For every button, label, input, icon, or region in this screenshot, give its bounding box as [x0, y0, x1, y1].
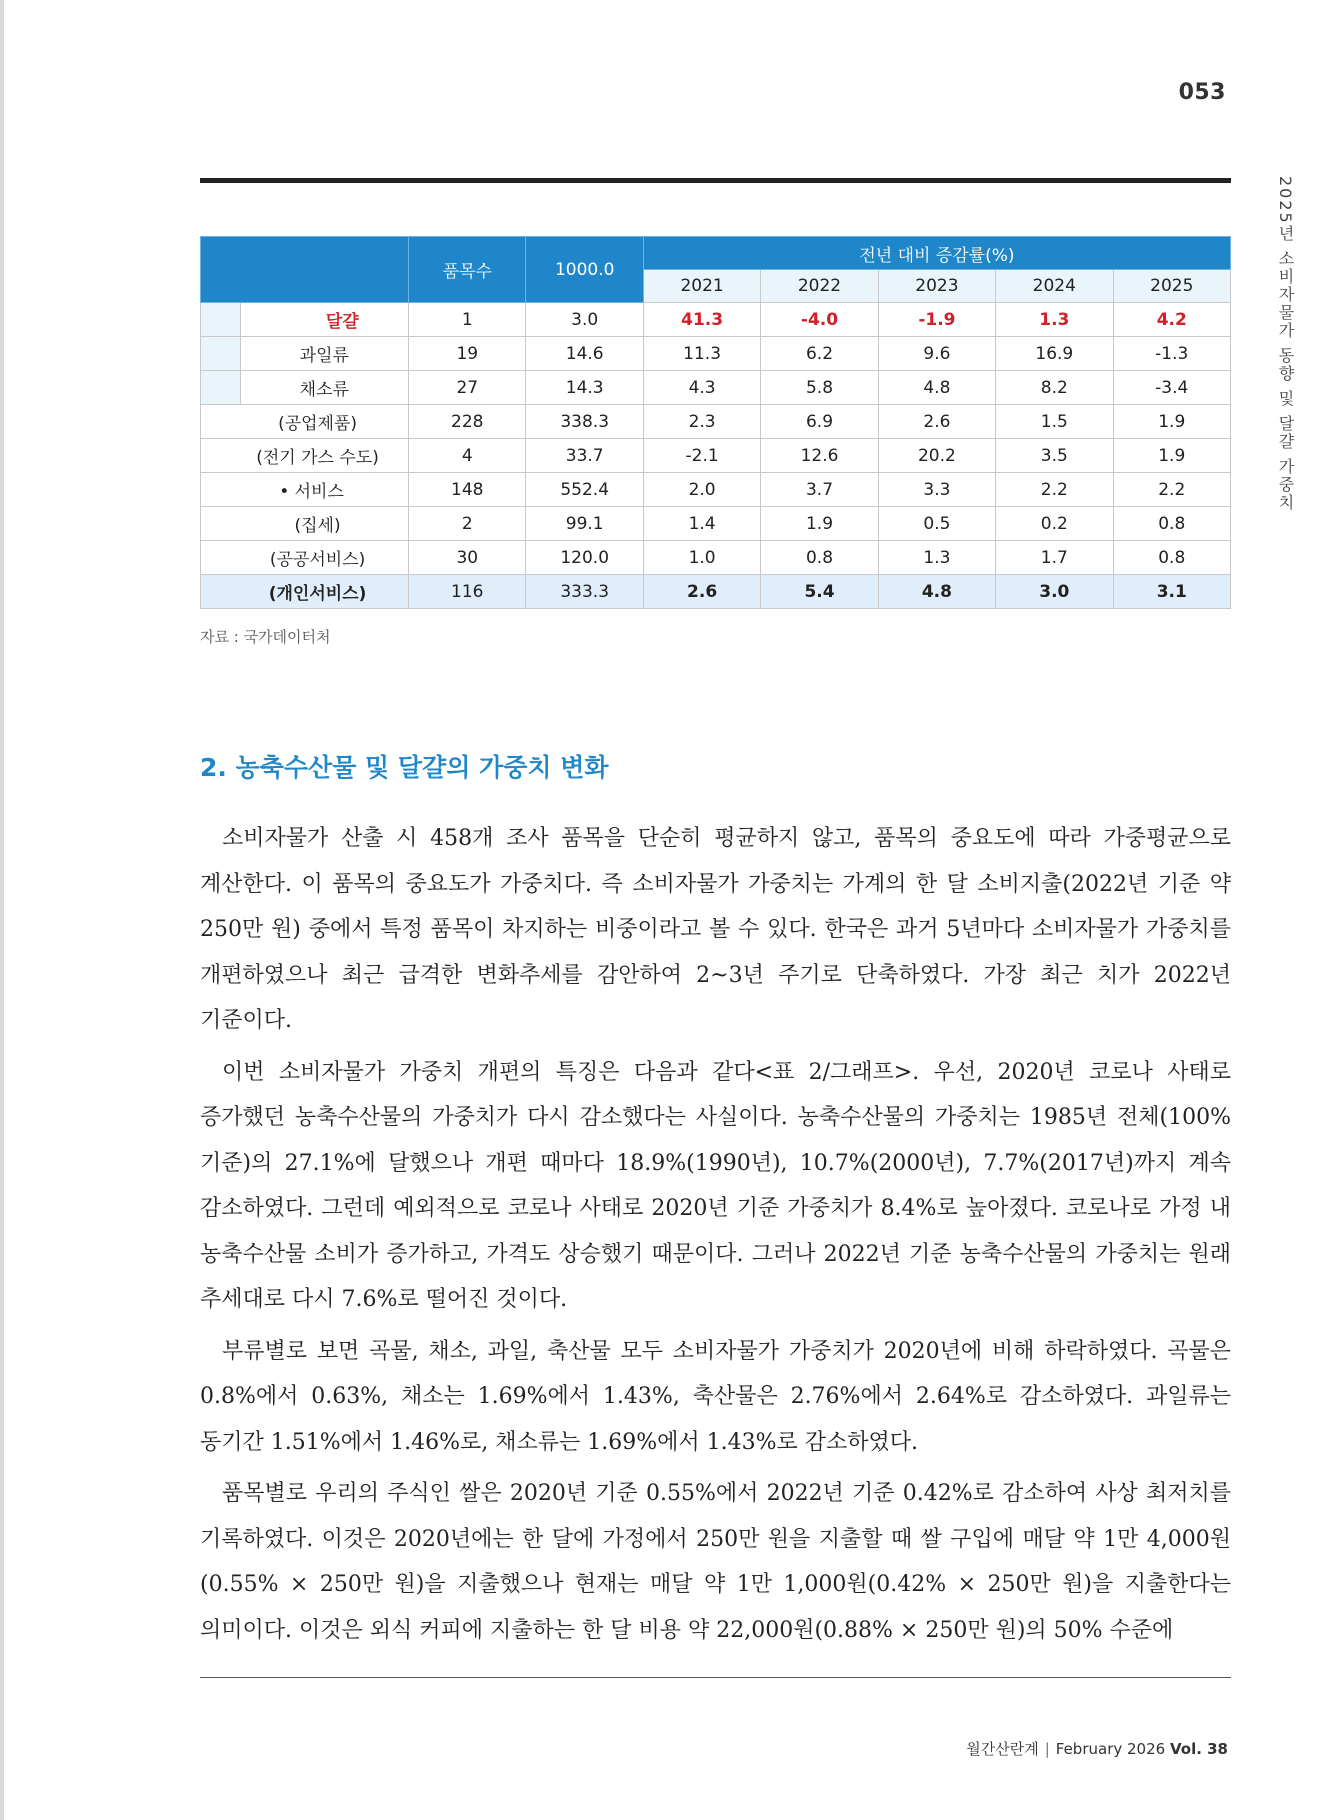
row-label: 채소류: [240, 371, 409, 405]
row-value: 20.2: [878, 439, 995, 473]
row-value: 3.3: [878, 473, 995, 507]
row-value: 2.2: [996, 473, 1113, 507]
row-count: 148: [409, 473, 526, 507]
row-value: 4.2: [1113, 303, 1230, 337]
row-value: 12.6: [761, 439, 878, 473]
row-value: -1.3: [1113, 337, 1230, 371]
row-value: -3.4: [1113, 371, 1230, 405]
row-value: 1.5: [996, 405, 1113, 439]
row-weight: 333.3: [526, 575, 643, 609]
weight-header: 1000.0: [526, 237, 643, 303]
row-value: 3.1: [1113, 575, 1230, 609]
row-value: 5.4: [761, 575, 878, 609]
section-title: 2. 농축수산물 및 달걀의 가중치 변화: [200, 753, 609, 782]
row-value: 9.6: [878, 337, 995, 371]
paragraph: 소비자물가 산출 시 458개 조사 품목을 단순히 평균하지 않고, 품목의 중요도에 따라 가중평균으로 계산한다. 이 품목의 중요도가 가중치다. 즉 소비자물가 가중치는 가계의 한 달 소비지출(2022년 기준 약 250만 원) 중에서 특정 품목이 차지하는 비중이라고 볼 수 있다. 한국은 과거 5년마다 소비자물가 가중치를 개편하였으나 최근 급격한 변화추세를 감안하여 2~3년 주기로 단축하였다. 가장 최근 치가 2022년 기준이다.: [200, 826, 1231, 1033]
table-row: [201, 439, 1231, 473]
row-value: 2.2: [1113, 473, 1230, 507]
row-value: 11.3: [643, 337, 760, 371]
year-header: 2022: [761, 270, 878, 303]
paragraph: 부류별로 보면 곡물, 채소, 과일, 축산물 모두 소비자물가 가중치가 2020년에 비해 하락하였다. 곡물은 0.8%에서 0.63%, 채소는 1.69%에서 1.43%, 축산물은 2.76%에서 2.64%로 감소하였다. 과일류는 동기간 1.51%에서 1.46%로, 채소류는 1.69%에서 1.43%로 감소하였다.: [200, 1338, 1231, 1455]
row-value: 0.8: [761, 541, 878, 575]
row-value: 0.2: [996, 507, 1113, 541]
row-value: 4.8: [878, 371, 995, 405]
row-value: 2.6: [643, 575, 760, 609]
row-value: 3.0: [996, 575, 1113, 609]
footer: [966, 1738, 1228, 1759]
article-body: [200, 816, 1231, 1659]
row-weight: 338.3: [526, 405, 643, 439]
row-value: 41.3: [643, 303, 760, 337]
footer-separator: |: [1044, 1740, 1050, 1758]
row-weight: 14.6: [526, 337, 643, 371]
footer-volume: Vol. 38: [1169, 1740, 1228, 1758]
row-count: 2: [409, 507, 526, 541]
row-value: 1.3: [878, 541, 995, 575]
row-value: 8.2: [996, 371, 1113, 405]
paragraph: 이번 소비자물가 가중치 개편의 특징은 다음과 같다<표 2/그래프>. 우선, 2020년 코로나 사태로 증가했던 농축수산물의 가중치가 다시 감소했다는 사실이다. 농축수산물의 가중치는 1985년 전체(100% 기준)의 27.1%에 달했으나 개편 때마다 18.9%(1990년), 10.7%(2000년), 7.7%(2017년)까지 계속 감소하였다. 그런데 예외적으로 코로나 사태로 2020년 기준 가중치가 8.4%로 높아졌다. 코로나로 가정 내 농축수산물 소비가 증가하고, 가격도 상승했기 때문이다. 그러나 2022년 기준 농축수산물의 가중치는 원래 추세대로 다시 7.6%로 떨어진 것이다.: [200, 1059, 1231, 1312]
row-weight: 33.7: [526, 439, 643, 473]
row-value: 2.6: [878, 405, 995, 439]
row-value: 1.9: [1113, 439, 1230, 473]
table-corner-header: [201, 237, 409, 303]
row-count: 4: [409, 439, 526, 473]
row-label: (전기 가스 수도): [201, 439, 409, 473]
row-value: 6.9: [761, 405, 878, 439]
row-weight: 120.0: [526, 541, 643, 575]
row-value: 1.9: [761, 507, 878, 541]
row-count: 1: [409, 303, 526, 337]
table-row: [201, 473, 1231, 507]
price-change-table: [200, 236, 1231, 609]
footer-date: February 2026: [1055, 1740, 1166, 1758]
row-value: 3.7: [761, 473, 878, 507]
row-value: 16.9: [996, 337, 1113, 371]
row-value: -1.9: [878, 303, 995, 337]
row-value: 0.5: [878, 507, 995, 541]
row-value: 2.0: [643, 473, 760, 507]
row-count: 228: [409, 405, 526, 439]
row-value: 6.2: [761, 337, 878, 371]
year-header: 2023: [878, 270, 995, 303]
year-header: 2021: [643, 270, 760, 303]
row-value: 3.5: [996, 439, 1113, 473]
table-source: 자료 : 국가데이터처: [200, 628, 331, 646]
table-row-personal-services: [201, 575, 1231, 609]
row-label: 달걀: [240, 303, 409, 337]
row-weight: 552.4: [526, 473, 643, 507]
row-label: (집세): [201, 507, 409, 541]
row-value: 0.8: [1113, 507, 1230, 541]
row-weight: 99.1: [526, 507, 643, 541]
row-value: 0.8: [1113, 541, 1230, 575]
table-row: [201, 337, 1231, 371]
row-value: 5.8: [761, 371, 878, 405]
row-weight: 14.3: [526, 371, 643, 405]
year-header: 2025: [1113, 270, 1230, 303]
change-rate-header: 전년 대비 증감률(%): [643, 237, 1230, 270]
row-count: 19: [409, 337, 526, 371]
page-number: 053: [1178, 80, 1226, 105]
items-count-header: 품목수: [409, 237, 526, 303]
row-label: (개인서비스): [201, 575, 409, 609]
row-label: 과일류: [240, 337, 409, 371]
row-count: 30: [409, 541, 526, 575]
row-value: 1.3: [996, 303, 1113, 337]
row-value: 1.0: [643, 541, 760, 575]
side-title: 2025년 소비자물가 동향 및 달걀 가중치: [1276, 176, 1295, 513]
row-indent: [201, 371, 241, 405]
paragraph: 품목별로 우리의 주식인 쌀은 2020년 기준 0.55%에서 2022년 기준 0.42%로 감소하여 사상 최저치를 기록하였다. 이것은 2020년에는 한 달에 가정에서 250만 원을 지출할 때 쌀 구입에 매달 약 1만 4,000원(0.55% × 250만 원)을 지출했으나 현재는 매달 약 1만 1,000원(0.42% × 250만 원)을 지출한다는 의미이다. 이것은 외식 커피에 지출하는 한 달 비용 약 22,000원(0.88% × 250만 원)의 50% 수준에: [200, 1481, 1231, 1643]
row-value: 4.8: [878, 575, 995, 609]
table-row-egg: [201, 303, 1231, 337]
page-edge: [0, 0, 4, 1820]
row-value: 4.3: [643, 371, 760, 405]
row-value: 1.9: [1113, 405, 1230, 439]
row-indent: [201, 303, 241, 337]
row-weight: 3.0: [526, 303, 643, 337]
row-label: (공공서비스): [201, 541, 409, 575]
row-count: 27: [409, 371, 526, 405]
row-indent: [201, 337, 241, 371]
row-count: 116: [409, 575, 526, 609]
row-label: (공업제품): [201, 405, 409, 439]
year-header: 2024: [996, 270, 1113, 303]
row-value: 1.4: [643, 507, 760, 541]
row-value: 1.7: [996, 541, 1113, 575]
table-row: [201, 405, 1231, 439]
bottom-rule: [200, 1677, 1231, 1678]
row-value: 2.3: [643, 405, 760, 439]
row-value: -4.0: [761, 303, 878, 337]
table-row: [201, 371, 1231, 405]
table-row: [201, 541, 1231, 575]
footer-magazine: 월간산란계: [966, 1740, 1039, 1758]
row-value: -2.1: [643, 439, 760, 473]
row-label: • 서비스: [201, 473, 409, 507]
table-row: [201, 507, 1231, 541]
top-rule: [200, 178, 1231, 183]
